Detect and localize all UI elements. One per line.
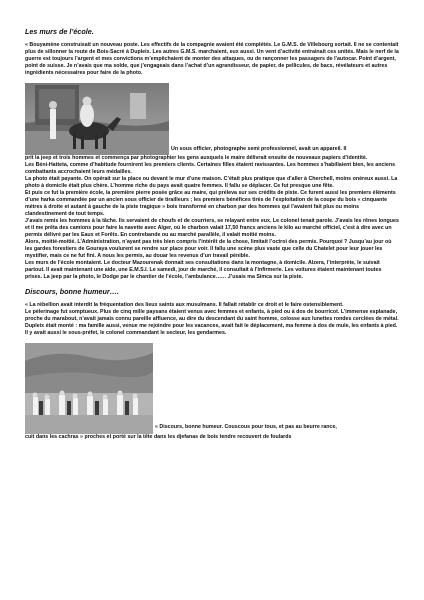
document-page [25, 27, 399, 441]
paragraph: La photo était payante. On opérait sur la place ou devant le mur d’une maison. C’était plus pratique que d’aller à Cherchell, moins onéreux aussi. La photo à domicile était plus chère. L’homme riche du pays avait quatre femmes. Il fallu se déplacer. Ce fut presque une fête. [25, 176, 398, 189]
paragraph: Les murs de l’école montaient. Le docteur Mazourenak donnait ses consultations dans la montagne, à domicile. Alzera, l’interprète, le suivait partout. Il avait maintenant une aide, une E.M.S.I. Le samedi, jour de marché, il consultait à l’infirmerie. Les voitures étaient maintenant toutes prises. La jeep par la photo, le Dodge par le chantier de l’école, l’ambulance…… J’usais ma Simca sur la piste. [25, 260, 382, 280]
paragraph: « La rébellion avait interdit la fréquentation des lieux saints aux musulmans. Il fallait rétablir ce droit et le faire ostensiblement. [25, 302, 344, 308]
paragraph: Et puis ce fut la première école, la première pierre posée grâce au maire, qui préleva sur ses crédits de piste. Ce furent aussi les premiers éléments d’une harka commandée par un ancien sous officier de tirailleurs ; les premiers bénéfices tirés de l’exploitation de la coupe du bois « cinquante mètres à droite et autant à gauche de la piste tragique » bois transformé en charbon par des hommes qui l’avaient fait plus ou moins clandestinement de tout temps. [25, 190, 396, 217]
paragraph: Alors, moitié-moitié. L’Administration, n’ayant pas très bien compris l’intérêt de la chose, limitait l’octroi des permis. Pourquoi ? Jusqu’au jour où les gardes forestiers de Gouraya voulurent se rendre sur place pour voir. Il fallu une scène plus vaste que celle du Chatelet pour leur jouer les mystifier, mais ce ne fut fini. A nous les permis, au douar les revenus d’un travail pénible. [25, 239, 392, 259]
photo-donkey-rider [25, 83, 169, 155]
paragraph: « Bouyamène construisait un nouveau poste. Les effectifs de la compagnie avaient été complétés. Le G.M.S. de Villebourg sortait. Il ne se contentait plus de sillonner la route de Bois-Sacré à Dupleix. Les autres G.M.S. marchaient, eux aussi. Un vent d’activité entrainait ces unités. Mais le nerf de la guerre est toujours l’argent et mes convictions m’empêchaient de monter des attaques, ou de rançonner les passagers de l’autocar. Point d’argent, point de suisse. Je n’avais que ma solde, que j’engageais dans l’achat d’un agrandisseur, de papier, de pellicules, de bacs, révélateurs et autres ingrédients nécessaires pour faire de la photo. [25, 42, 399, 76]
section-title-murs-ecole: Les murs de l’école. [25, 27, 94, 36]
paragraph: Le pèlerinage fut somptueux. Plus de cinq mille paysans étaient venus avec femmes et enfants, à pied ou à dos de bourricot. L’immense esplanade, proche du marabout, n’avait jamais connu pareille affluence, au dire du descendant du saint homme, colosse aux lunettes rondes cerclées de métal. Dupleix était monté : ma famille aussi, venue me rejoindre pour les vacances, avait fait le déplacement, ma femme à dos de mule, les enfants à pied. Il y avait aussi le sous-préfet, le colonel commandant le secteur, les gendarmes. [25, 309, 399, 336]
paragraph: Les Béni-Hatteta, comme d’habitude fournirent les premiers clients. Certaines filles étaient ravissantes. Les hommes s’habillaient bien, les anciens combattants accrochaient leurs médailles. [25, 162, 396, 175]
paragraph: prit la jeep et trois hommes et commença par photographier les gens auxquels le maire délivrait ensuite de nouveaux papiers d’identité. [25, 155, 368, 161]
section-title-discours: Discours, bonne humeur…. [25, 287, 119, 296]
photo-pilgrimage-crowd [25, 343, 153, 434]
photo-caption: « Discours, bonne humeur. Couscous pour tous, et pas au beurre rance, [155, 424, 337, 430]
photo-caption: Un sous officier, photographe semi professionnel, avait un appareil. Il [171, 146, 347, 152]
paragraph: cuit dans les cachras » proches et porté sur la tête dans les djefanas de bois tendre recouvert de foulards [25, 434, 292, 440]
figure-block [25, 343, 399, 434]
paragraph: J’avais remis les hommes à la tâche. Ils servaient de choufs et de courriers, se relayant entre eux. Le colonel tenait parole. J’avais les rênes longues et il me prêta des camions pour faire la navette avec Alger, où le charbon valait 17,50 francs anciens le kilo au marché officiel, c’est à dire avec un permis délivré par les Eaux et Forêts. En contrebande ou au marché parallèle, il valait moitié moins. [25, 218, 399, 238]
photo-illustration [25, 343, 153, 434]
figure-block [25, 83, 399, 155]
photo-illustration [25, 83, 169, 155]
